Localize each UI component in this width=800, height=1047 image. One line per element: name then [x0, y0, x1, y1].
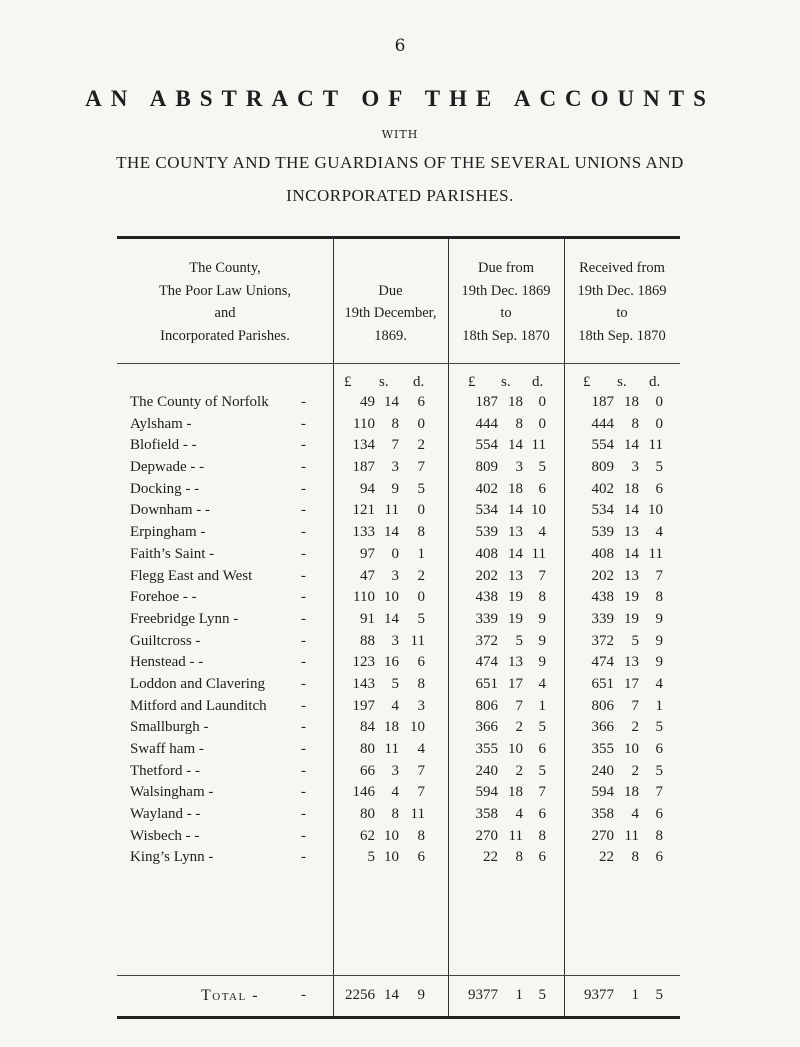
unit-pence: d.	[649, 374, 661, 390]
due-from-pounds-cell: 806	[475, 697, 498, 714]
header-received: Received from 19th Dec. 1869 to 18th Sep. 1870	[577, 260, 667, 344]
table-row	[117, 806, 680, 828]
row-dash: -	[301, 849, 306, 866]
row-name: Walsingham -	[130, 784, 214, 801]
due-shillings-cell: 18	[384, 719, 399, 736]
row-name: Erpingham -	[130, 524, 206, 541]
due-from-shillings-cell: 13	[508, 524, 523, 541]
due-pence-cell: 2	[417, 567, 425, 584]
total-due-from-pence: 5	[538, 987, 546, 1003]
row-dash: -	[301, 459, 306, 476]
total-due-pence: 9	[417, 987, 425, 1003]
title-with: WITH	[381, 128, 419, 141]
total-received-pence: 5	[655, 987, 663, 1003]
due-from-pence-cell: 0	[538, 394, 546, 410]
due-pence-cell: 8	[417, 524, 425, 541]
unit-pound: £	[468, 374, 476, 390]
table-row	[117, 416, 680, 438]
due-pounds-cell: 80	[360, 806, 375, 823]
due-from-pounds-cell: 534	[475, 502, 498, 519]
due-pence-cell: 5	[417, 480, 425, 497]
due-from-shillings-cell: 19	[508, 589, 523, 606]
table-row	[117, 437, 680, 459]
due-pence-cell: 4	[417, 741, 425, 757]
received-pounds-cell: 187	[591, 394, 614, 410]
table-row	[117, 568, 680, 590]
due-shillings-cell: 14	[384, 524, 399, 541]
row-name: King’s Lynn -	[130, 849, 214, 866]
due-shillings-cell: 7	[391, 437, 399, 454]
due-pence-cell: 3	[417, 697, 425, 714]
due-pence-cell: 0	[417, 415, 425, 432]
table-row	[117, 481, 680, 503]
received-shillings-cell: 4	[631, 806, 639, 823]
due-from-pounds-cell: 474	[475, 654, 498, 671]
due-pence-cell: 7	[417, 784, 425, 801]
row-name: Freebridge Lynn -	[130, 610, 239, 627]
received-pounds-cell: 438	[591, 589, 614, 606]
due-shillings-cell: 11	[384, 502, 399, 519]
due-pence-cell: 8	[417, 675, 425, 692]
due-from-pounds-cell: 366	[475, 719, 498, 736]
due-pounds-cell: 91	[360, 610, 375, 627]
due-from-pence-cell: 6	[538, 480, 546, 497]
received-shillings-cell: 18	[624, 480, 639, 497]
received-pence-cell: 5	[655, 459, 663, 476]
due-pence-cell: 6	[417, 849, 425, 866]
due-pence-cell: 8	[417, 827, 425, 844]
due-shillings-cell: 3	[391, 459, 399, 476]
due-from-shillings-cell: 2	[515, 719, 523, 736]
table-row	[117, 698, 680, 720]
header-due-from: Due from 19th Dec. 1869 to 18th Sep. 1870	[461, 260, 551, 344]
due-pence-cell: 7	[417, 459, 425, 476]
received-pence-cell: 11	[648, 545, 663, 562]
row-dash: -	[301, 675, 306, 692]
received-pence-cell: 5	[655, 762, 663, 779]
due-from-pence-cell: 6	[538, 849, 546, 866]
received-shillings-cell: 8	[631, 849, 639, 866]
received-pence-cell: 7	[655, 784, 663, 801]
received-shillings-cell: 5	[631, 632, 639, 649]
due-from-shillings-cell: 8	[515, 415, 523, 432]
row-dash: -	[301, 654, 306, 671]
due-from-pounds-cell: 358	[475, 806, 498, 823]
received-shillings-cell: 14	[624, 502, 639, 519]
page-number: 6	[394, 36, 406, 56]
received-pence-cell: 10	[648, 502, 663, 519]
due-from-pence-cell: 6	[538, 806, 546, 823]
due-shillings-cell: 14	[384, 610, 399, 627]
received-pounds-cell: 539	[591, 524, 614, 541]
due-from-pounds-cell: 539	[475, 524, 498, 541]
received-shillings-cell: 8	[631, 415, 639, 432]
due-pence-cell: 2	[417, 437, 425, 454]
received-pounds-cell: 355	[591, 741, 614, 757]
due-from-pounds-cell: 270	[475, 827, 498, 844]
received-pounds-cell: 402	[591, 480, 614, 497]
table-row	[117, 502, 680, 524]
total-received-pounds: 9377	[584, 987, 614, 1003]
unit-pound: £	[583, 374, 591, 390]
due-from-pence-cell: 5	[538, 762, 546, 779]
row-dash: -	[301, 437, 306, 454]
received-shillings-cell: 7	[631, 697, 639, 714]
received-shillings-cell: 10	[624, 741, 639, 757]
due-shillings-cell: 10	[384, 589, 399, 606]
due-from-pence-cell: 10	[531, 502, 546, 519]
due-shillings-cell: 14	[384, 394, 399, 410]
subtitle-line-1: THE COUNTY AND THE GUARDIANS OF THE SEVERAL UNIONS AND	[116, 153, 684, 172]
due-from-pence-cell: 11	[531, 437, 546, 454]
total-row	[117, 987, 680, 1009]
due-pounds-cell: 133	[352, 524, 375, 541]
due-from-pounds-cell: 444	[475, 415, 498, 432]
due-from-pounds-cell: 355	[475, 741, 498, 757]
due-from-shillings-cell: 19	[508, 610, 523, 627]
due-from-shillings-cell: 10	[508, 741, 523, 757]
received-pence-cell: 9	[655, 610, 663, 627]
received-pence-cell: 6	[655, 741, 663, 757]
table-row	[117, 524, 680, 546]
received-shillings-cell: 18	[624, 394, 639, 410]
due-shillings-cell: 4	[391, 784, 399, 801]
row-dash: -	[301, 524, 306, 541]
row-dash: -	[301, 784, 306, 801]
received-pence-cell: 4	[655, 675, 663, 692]
received-pounds-cell: 22	[599, 849, 614, 866]
due-from-pence-cell: 1	[538, 697, 546, 714]
unit-pence: d.	[413, 374, 425, 390]
row-dash: -	[301, 632, 306, 649]
due-shillings-cell: 3	[391, 632, 399, 649]
unit-shilling: s.	[379, 374, 389, 390]
row-dash: -	[301, 762, 306, 779]
received-pence-cell: 6	[655, 849, 663, 866]
received-pounds-cell: 806	[591, 697, 614, 714]
due-from-shillings-cell: 3	[515, 459, 523, 476]
due-from-pounds-cell: 22	[483, 849, 498, 866]
table-row	[117, 741, 680, 763]
due-pounds-cell: 110	[353, 415, 375, 432]
due-pence-cell: 6	[417, 654, 425, 671]
total-due-from-shillings: 1	[515, 987, 523, 1003]
row-name: Wisbech - -	[130, 827, 200, 844]
due-from-shillings-cell: 13	[508, 654, 523, 671]
due-from-pence-cell: 9	[538, 654, 546, 671]
received-shillings-cell: 14	[624, 545, 639, 562]
table-row	[117, 763, 680, 785]
received-shillings-cell: 17	[624, 675, 639, 692]
received-shillings-cell: 2	[631, 762, 639, 779]
received-pence-cell: 5	[655, 719, 663, 736]
due-from-pounds-cell: 809	[475, 459, 498, 476]
received-pence-cell: 8	[655, 827, 663, 844]
unit-pence: d.	[532, 374, 544, 390]
received-shillings-cell: 3	[631, 459, 639, 476]
row-dash: -	[301, 806, 306, 823]
due-shillings-cell: 8	[391, 415, 399, 432]
received-pounds-cell: 372	[591, 632, 614, 649]
row-dash: -	[301, 415, 306, 432]
received-shillings-cell: 11	[624, 827, 639, 844]
due-from-pounds-cell: 202	[475, 567, 498, 584]
row-dash: -	[301, 502, 306, 519]
due-from-pence-cell: 8	[538, 827, 546, 844]
due-from-pence-cell: 9	[538, 632, 546, 649]
received-pounds-cell: 474	[591, 654, 614, 671]
due-shillings-cell: 16	[384, 654, 399, 671]
row-name: Wayland - -	[130, 806, 201, 823]
row-name: Smallburgh -	[130, 719, 209, 736]
received-pounds-cell: 366	[591, 719, 614, 736]
received-pence-cell: 9	[655, 632, 663, 649]
due-shillings-cell: 0	[391, 545, 399, 562]
received-shillings-cell: 13	[624, 567, 639, 584]
row-dash: -	[301, 567, 306, 584]
due-from-shillings-cell: 11	[508, 827, 523, 844]
received-pounds-cell: 240	[591, 762, 614, 779]
row-name: Downham - -	[130, 502, 210, 519]
due-from-shillings-cell: 5	[515, 632, 523, 649]
due-pounds-cell: 94	[360, 480, 375, 497]
table-row	[117, 719, 680, 741]
due-from-pence-cell: 11	[531, 545, 546, 562]
due-pence-cell: 6	[417, 394, 425, 410]
table-row	[117, 633, 680, 655]
header-rule	[117, 363, 680, 364]
due-pounds-cell: 143	[352, 675, 375, 692]
due-pounds-cell: 187	[352, 459, 375, 476]
row-name: Henstead - -	[130, 654, 204, 671]
due-shillings-cell: 11	[384, 741, 399, 757]
due-from-shillings-cell: 18	[508, 784, 523, 801]
received-pounds-cell: 339	[591, 610, 614, 627]
due-pounds-cell: 110	[353, 589, 375, 606]
received-pounds-cell: 444	[591, 415, 614, 432]
row-name: Swaff ham -	[130, 741, 204, 757]
due-shillings-cell: 10	[384, 849, 399, 866]
total-due-shillings: 14	[384, 987, 399, 1003]
due-from-shillings-cell: 18	[508, 480, 523, 497]
received-pence-cell: 7	[655, 567, 663, 584]
due-from-pence-cell: 7	[538, 784, 546, 801]
due-from-pence-cell: 4	[538, 675, 546, 692]
row-dash: -	[301, 827, 306, 844]
due-pounds-cell: 84	[360, 719, 375, 736]
row-dash: -	[301, 719, 306, 736]
received-pence-cell: 11	[648, 437, 663, 454]
accounts-table	[117, 236, 680, 1019]
total-received-shillings: 1	[631, 987, 639, 1003]
row-name: Aylsham -	[130, 415, 192, 432]
received-pence-cell: 0	[655, 394, 663, 410]
received-shillings-cell: 19	[624, 589, 639, 606]
due-pence-cell: 7	[417, 762, 425, 779]
table-row	[117, 459, 680, 481]
row-name: Blofield - -	[130, 437, 197, 454]
received-pounds-cell: 809	[591, 459, 614, 476]
row-dash: -	[301, 545, 306, 562]
due-pence-cell: 0	[417, 502, 425, 519]
received-pence-cell: 0	[655, 415, 663, 432]
received-pounds-cell: 358	[591, 806, 614, 823]
due-from-shillings-cell: 2	[515, 762, 523, 779]
row-dash: -	[301, 589, 306, 606]
due-pounds-cell: 80	[360, 741, 375, 757]
received-pounds-cell: 651	[591, 675, 614, 692]
due-from-pence-cell: 0	[538, 415, 546, 432]
due-from-pounds-cell: 438	[475, 589, 498, 606]
due-from-shillings-cell: 14	[508, 502, 523, 519]
row-dash: -	[301, 987, 306, 1003]
table-row	[117, 589, 680, 611]
due-shillings-cell: 8	[391, 806, 399, 823]
due-pence-cell: 5	[417, 610, 425, 627]
subtitle-line-2: INCORPORATED PARISHES.	[286, 186, 514, 205]
row-name: Forehoe - -	[130, 589, 197, 606]
received-pence-cell: 9	[655, 654, 663, 671]
due-from-pence-cell: 5	[538, 459, 546, 476]
row-dash: -	[301, 610, 306, 627]
received-pence-cell: 6	[655, 480, 663, 497]
unit-shilling: s.	[501, 374, 511, 390]
table-row	[117, 849, 680, 871]
row-name: Guiltcross -	[130, 632, 201, 649]
due-from-shillings-cell: 4	[515, 806, 523, 823]
received-pounds-cell: 594	[591, 784, 614, 801]
received-shillings-cell: 2	[631, 719, 639, 736]
due-from-shillings-cell: 8	[515, 849, 523, 866]
total-due-pounds: 2256	[345, 987, 375, 1003]
received-shillings-cell: 13	[624, 524, 639, 541]
due-from-shillings-cell: 18	[508, 394, 523, 410]
due-shillings-cell: 9	[391, 480, 399, 497]
due-from-pence-cell: 6	[538, 741, 546, 757]
unit-shilling: s.	[617, 374, 627, 390]
total-label: Total -	[201, 987, 260, 1004]
received-shillings-cell: 18	[624, 784, 639, 801]
due-pounds-cell: 88	[360, 632, 375, 649]
due-from-shillings-cell: 13	[508, 567, 523, 584]
row-name: The County of Norfolk	[130, 394, 269, 410]
due-pounds-cell: 49	[360, 394, 375, 410]
table-row	[117, 654, 680, 676]
due-from-pence-cell: 8	[538, 589, 546, 606]
received-pounds-cell: 408	[591, 545, 614, 562]
header-due: Due 19th December, 1869.	[344, 282, 437, 344]
header-unions: The County, The Poor Law Unions, and Incorporated Parishes.	[158, 260, 292, 344]
due-pence-cell: 10	[410, 719, 425, 736]
row-name: Flegg East and West	[130, 567, 253, 584]
due-from-pounds-cell: 402	[475, 480, 498, 497]
due-pence-cell: 0	[417, 589, 425, 606]
row-name: Faith’s Saint -	[130, 545, 215, 562]
received-pounds-cell: 270	[591, 827, 614, 844]
total-rule	[117, 975, 680, 976]
received-shillings-cell: 13	[624, 654, 639, 671]
due-from-shillings-cell: 14	[508, 545, 523, 562]
received-pence-cell: 4	[655, 524, 663, 541]
due-from-pence-cell: 9	[538, 610, 546, 627]
total-due-from-pounds: 9377	[468, 987, 498, 1003]
document-title: AN ABSTRACT OF THE ACCOUNTS	[85, 86, 715, 111]
due-pounds-cell: 97	[360, 545, 375, 562]
due-pence-cell: 1	[417, 545, 425, 562]
row-dash: -	[301, 394, 306, 410]
due-pounds-cell: 47	[360, 567, 375, 584]
due-from-pence-cell: 4	[538, 524, 546, 541]
table-row	[117, 394, 680, 416]
table-body	[117, 394, 680, 871]
table-row	[117, 611, 680, 633]
due-from-shillings-cell: 7	[515, 697, 523, 714]
unit-pound: £	[344, 374, 352, 390]
due-pounds-cell: 134	[352, 437, 375, 454]
row-dash: -	[301, 741, 306, 757]
table-row	[117, 784, 680, 806]
row-dash: -	[301, 480, 306, 497]
received-shillings-cell: 14	[624, 437, 639, 454]
due-from-pence-cell: 7	[538, 567, 546, 584]
received-shillings-cell: 19	[624, 610, 639, 627]
due-pence-cell: 11	[410, 632, 425, 649]
due-from-pounds-cell: 372	[475, 632, 498, 649]
due-pounds-cell: 123	[352, 654, 375, 671]
row-name: Thetford - -	[130, 762, 200, 779]
due-from-pounds-cell: 187	[475, 394, 498, 410]
due-shillings-cell: 3	[391, 762, 399, 779]
due-pounds-cell: 5	[367, 849, 375, 866]
received-pence-cell: 1	[655, 697, 663, 714]
due-pounds-cell: 146	[352, 784, 375, 801]
due-shillings-cell: 4	[391, 697, 399, 714]
due-pounds-cell: 121	[352, 502, 375, 519]
received-pence-cell: 6	[655, 806, 663, 823]
due-from-shillings-cell: 14	[508, 437, 523, 454]
due-shillings-cell: 3	[391, 567, 399, 584]
row-name: Docking - -	[130, 480, 200, 497]
received-pounds-cell: 534	[591, 502, 614, 519]
due-pounds-cell: 197	[352, 697, 375, 714]
due-pounds-cell: 62	[360, 827, 375, 844]
due-shillings-cell: 10	[384, 827, 399, 844]
row-name: Loddon and Clavering	[130, 675, 265, 692]
due-shillings-cell: 5	[391, 675, 399, 692]
table-row	[117, 828, 680, 850]
due-from-pounds-cell: 594	[475, 784, 498, 801]
due-from-pence-cell: 5	[538, 719, 546, 736]
due-from-pounds-cell: 339	[475, 610, 498, 627]
received-pence-cell: 8	[655, 589, 663, 606]
received-pounds-cell: 554	[591, 437, 614, 454]
row-name: Mitford and Launditch	[130, 697, 267, 714]
due-pence-cell: 11	[410, 806, 425, 823]
row-dash: -	[301, 697, 306, 714]
due-from-shillings-cell: 17	[508, 675, 523, 692]
due-from-pounds-cell: 408	[475, 545, 498, 562]
due-from-pounds-cell: 240	[475, 762, 498, 779]
table-row	[117, 676, 680, 698]
due-from-pounds-cell: 651	[475, 675, 498, 692]
received-pounds-cell: 202	[591, 567, 614, 584]
due-from-pounds-cell: 554	[475, 437, 498, 454]
row-name: Depwade - -	[130, 459, 205, 476]
due-pounds-cell: 66	[360, 762, 375, 779]
table-row	[117, 546, 680, 568]
